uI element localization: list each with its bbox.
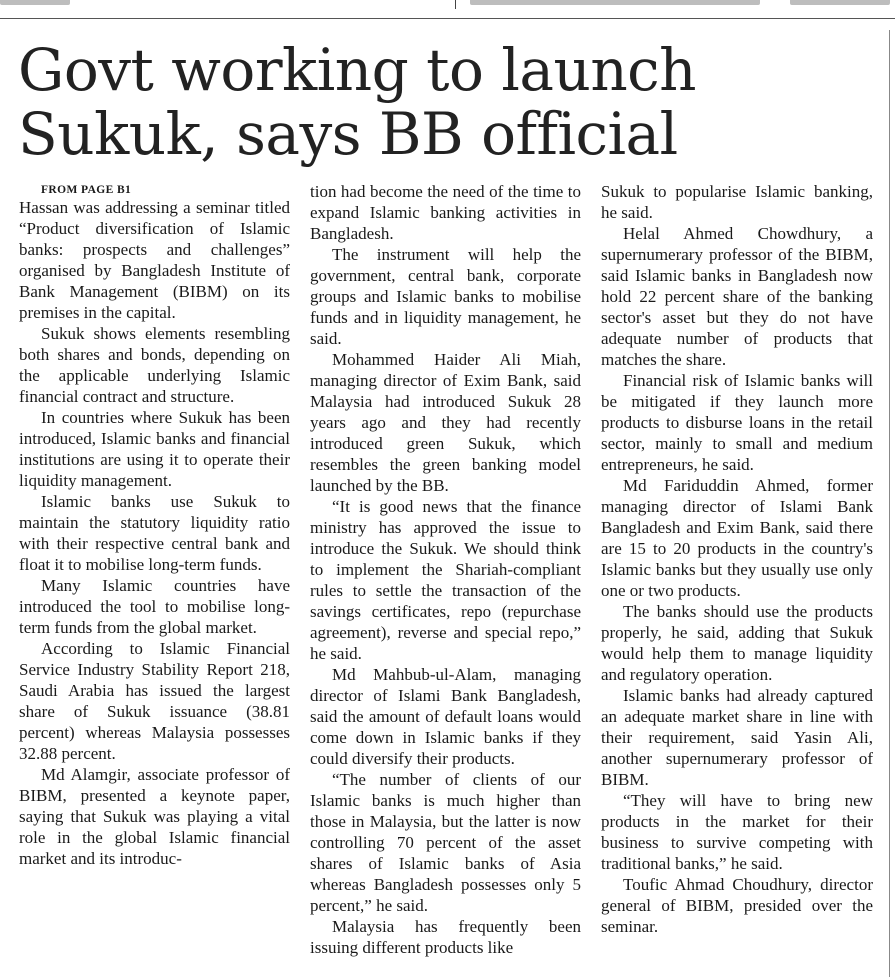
paragraph: Sukuk to popularise Islamic banking, he said. — [601, 182, 873, 222]
paragraph: Islamic banks use Sukuk to maintain the statutory liquidity ratio with their respective central bank and float it to mobilise long-term funds. — [19, 492, 290, 574]
paragraph: Helal Ahmed Chowdhury, a supernumerary professor of the BIBM, said Islamic banks in Bangladesh now hold 22 percent share of the banking sector's asset but they do not have adequate number of products that matches the share. — [601, 224, 873, 369]
article-column-2 — [310, 181, 581, 975]
jump-kicker: FROM PAGE B1 — [41, 184, 132, 196]
paragraph: tion had become the need of the time to expand Islamic banking activities in Bangladesh. — [310, 182, 581, 243]
paragraph: In countries where Sukuk has been introduced, Islamic banks and financial institutions are using it to operate their liquidity management. — [19, 408, 290, 490]
paragraph: Md Mahbub-ul-Alam, managing director of Islami Bank Bangladesh, said the amount of default loans would come down in Islamic banks if they could diversify their products. — [310, 665, 581, 768]
paragraph: Malaysia has frequently been issuing different products like — [310, 917, 581, 957]
paragraph: Financial risk of Islamic banks will be mitigated if they launch more products to disburse loans in the retail sector, mainly to small and medium entrepreneurs, he said. — [601, 371, 873, 474]
header-fragment — [0, 0, 70, 5]
paragraph: The instrument will help the government, central bank, corporate groups and Islamic banks to mobilise funds and in liquidity management, he said. — [310, 245, 581, 348]
paragraph: Sukuk shows elements resembling both shares and bonds, depending on the applicable underlying Islamic financial contract and structure. — [19, 324, 290, 406]
paragraph: Md Alamgir, associate professor of BIBM, presented a keynote paper, saying that Sukuk was playing a vital role in the global Islamic financial market and its introduc- — [19, 765, 290, 868]
header-fragment — [470, 0, 760, 5]
paragraph: “It is good news that the finance ministry has approved the issue to introduce the Sukuk. We should think to implement the Shariah-compliant rules to settle the transaction of the savings certificates, repo (repurchase agreement), reverse and special repo,” he said. — [310, 497, 581, 663]
article-column-3 — [601, 181, 873, 975]
paragraph: Hassan was addressing a seminar titled “Product diversification of Islamic banks: prospects and challenges” organised by Bangladesh Institute of Bank Management (BIBM) on its premises in the capital. — [19, 198, 290, 322]
paragraph: The banks should use the products properly, he said, adding that Sukuk would help them to manage liquidity and regulatory operation. — [601, 602, 873, 684]
header-divider — [455, 0, 456, 9]
page-header-rule — [0, 0, 895, 19]
column-rule — [889, 30, 890, 977]
paragraph: Many Islamic countries have introduced the tool to mobilise long-term funds from the global market. — [19, 576, 290, 637]
article-headline: Govt working to launch Sukuk, says BB official — [18, 36, 697, 168]
article-column-1 — [19, 183, 290, 977]
paragraph: Md Fariduddin Ahmed, former managing director of Islami Bank Bangladesh and Exim Bank, said there are 15 to 20 products in the country's Islamic banks but they usually use only one or two products. — [601, 476, 873, 600]
paragraph: “They will have to bring new products in the market for their business to survive competing with traditional banks,” he said. — [601, 791, 873, 873]
paragraph: Toufic Ahmad Choudhury, director general of BIBM, presided over the seminar. — [601, 875, 873, 936]
paragraph: Mohammed Haider Ali Miah, managing director of Exim Bank, said Malaysia had introduced Sukuk 28 years ago and they had recently introduced green Sukuk, which resembles the green banking model launched by the BB. — [310, 350, 581, 495]
paragraph: “The number of clients of our Islamic banks is much higher than those in Malaysia, but the latter is now controlling 70 percent of the asset shares of Islamic banks of Asia whereas Bangladesh possesses only 5 percent,” he said. — [310, 770, 581, 915]
paragraph: Islamic banks had already captured an adequate market share in line with their requirement, said Yasin Ali, another supernumerary professor of BIBM. — [601, 686, 873, 789]
paragraph: According to Islamic Financial Service Industry Stability Report 218, Saudi Arabia has issued the largest share of Sukuk issuance (38.81 percent) whereas Malaysia possesses 32.88 percent. — [19, 639, 290, 763]
header-fragment — [790, 0, 890, 5]
